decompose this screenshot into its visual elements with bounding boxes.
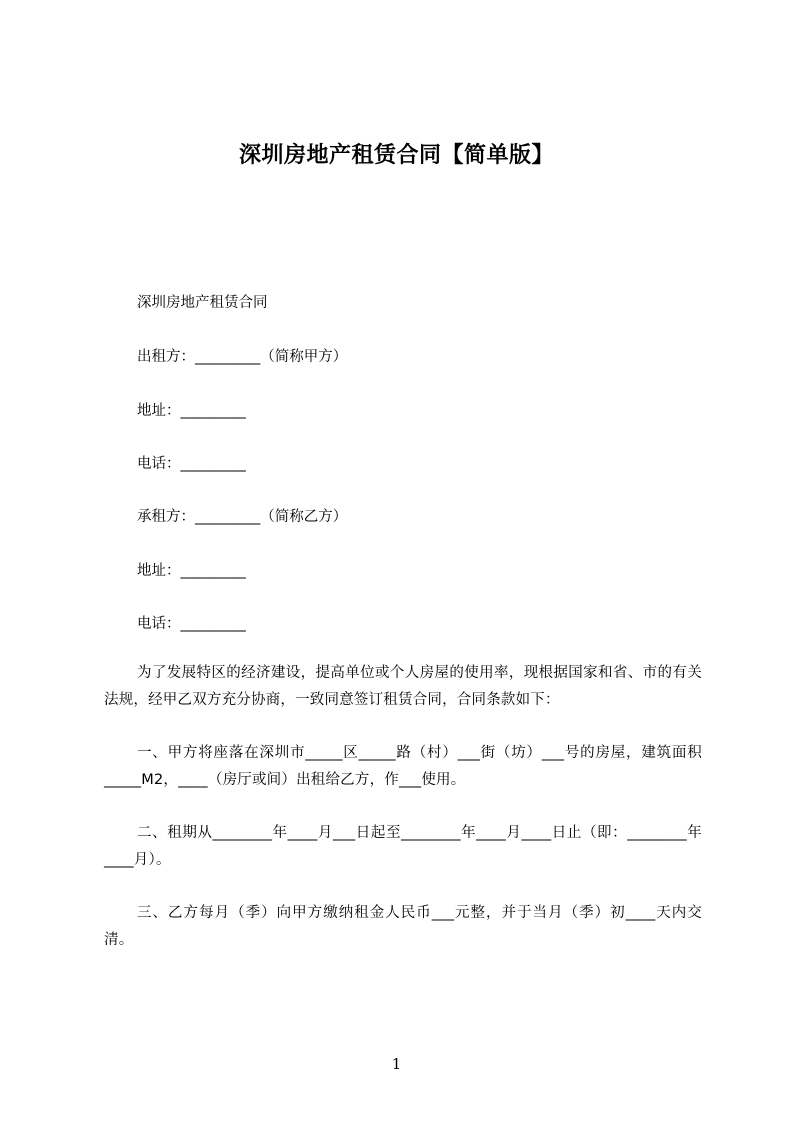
clause-1: 一、甲方将座落在深圳市_____区_____路（村）___街（坊）___号的房屋，建筑面积_____M2，____（房厅或间）出租给乙方，作___使用。	[104, 745, 702, 788]
clause-3: 三、乙方每月（季）向甲方缴纳租金人民币___元整，并于当月（季）初____天内交清。	[104, 905, 702, 948]
contract-subtitle: 深圳房地产租赁合同	[137, 295, 268, 311]
page-number: 1	[391, 1055, 402, 1073]
document-title: 深圳房地产租赁合同【简单版】	[238, 143, 554, 168]
lessor-name-line: 出租方：_________（简称甲方）	[137, 349, 348, 365]
preamble-paragraph: 为了发展特区的经济建设，提高单位或个人房屋的使用率，现根据国家和省、市的有关法规，经甲乙双方充分协商，一致同意签订租赁合同，合同条款如下：	[104, 665, 702, 708]
clause-2: 二、租期从________年____月___日起至________年____月____日止（即：________年____月）。	[104, 825, 702, 868]
lessor-address-line: 地址：_________	[137, 403, 246, 419]
lessor-phone-line: 电话：_________	[137, 456, 246, 472]
lessee-name-line: 承租方：_________（简称乙方）	[137, 509, 348, 525]
lessee-phone-line: 电话：_________	[137, 616, 246, 632]
lessee-address-line: 地址：_________	[137, 563, 246, 579]
